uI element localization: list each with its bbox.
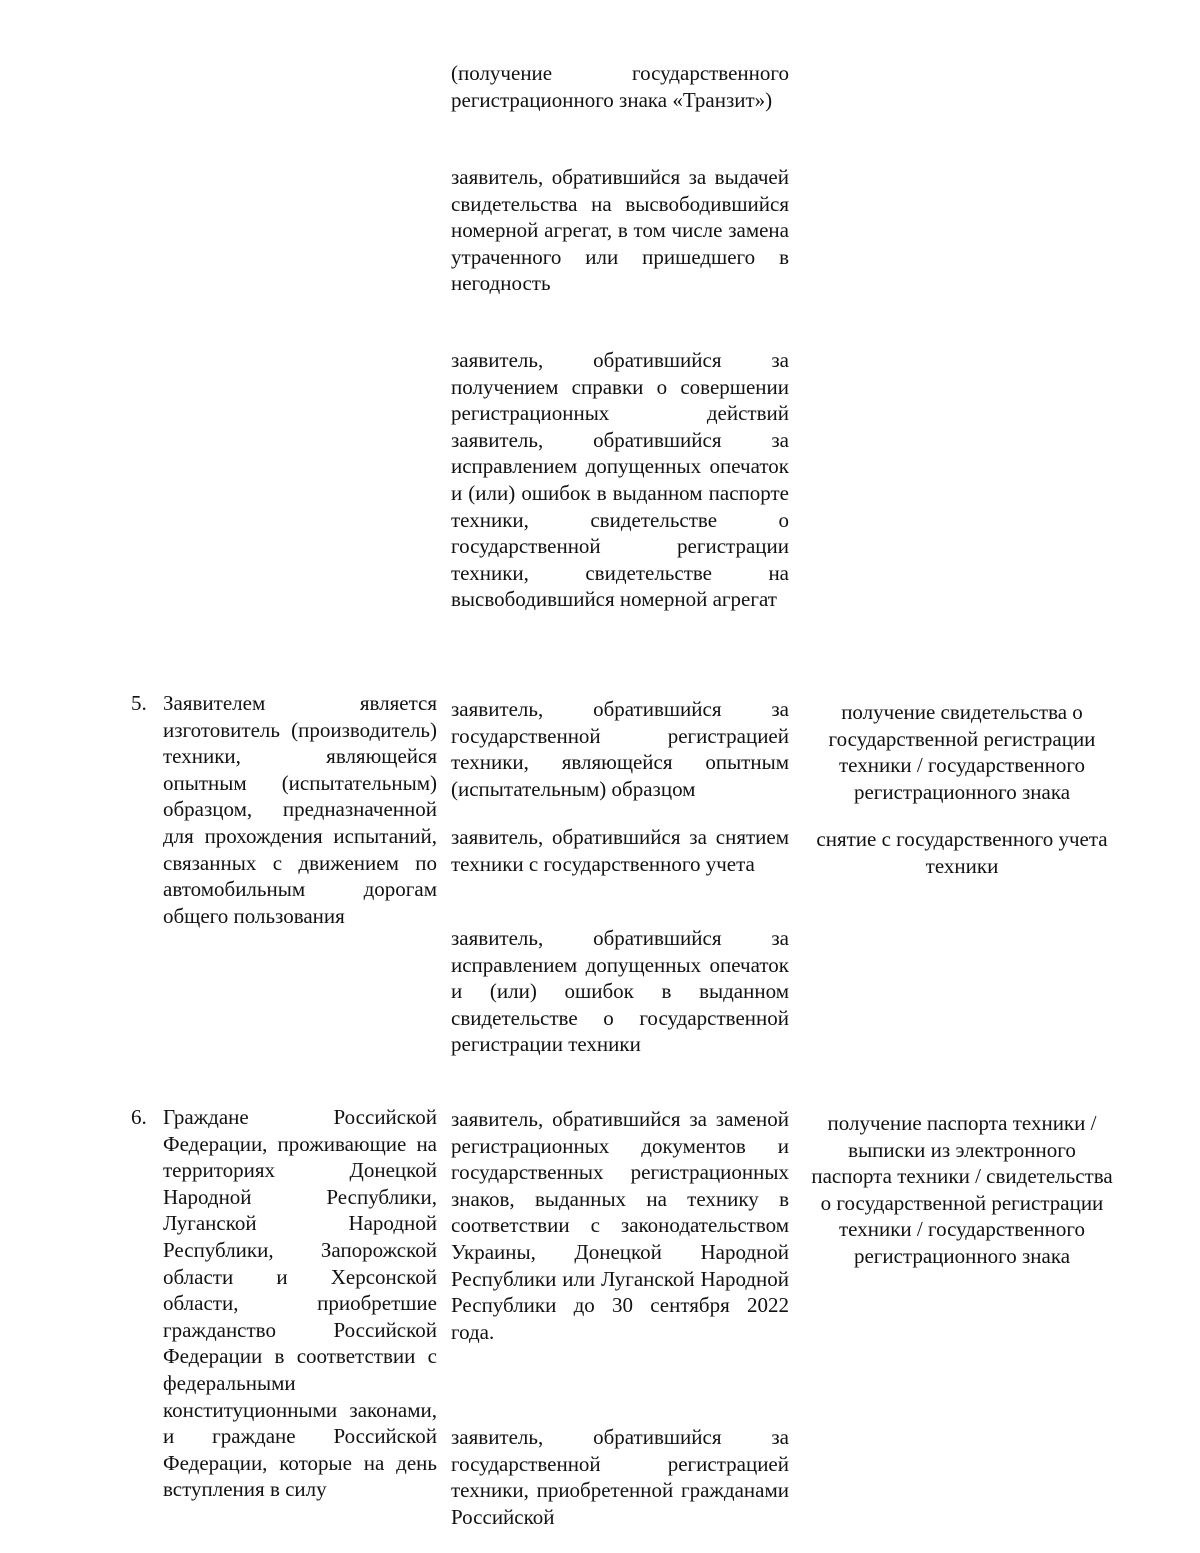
result-text: получение паспорта техники / выписки из электронного паспорта техники / свидетельства о государственной регистрации техники / государственного регистрационного знака	[811, 1111, 1113, 1268]
row-number: 5.	[131, 691, 147, 715]
case-text: заявитель, обратившийся за выдачей свидетельства на высвободившийся номерной агрегат, в том числе замена утраченного или пришедшего в негодность	[451, 165, 789, 296]
case-text: заявитель, обратившийся за государственной регистрацией техники, приобретенной гражданами Российской	[451, 1425, 789, 1529]
applicant-category: Заявителем является изготовитель (производитель) техники, являющейся опытным (испытательным) образцом, предназначенной для прохождения испытаний, связанных с движением по автомобильным дорогам общего пользования	[163, 691, 437, 928]
case-text: (получение государственного регистрационного знака «Транзит»)	[451, 61, 789, 112]
result-text: снятие с государственного учета техники	[816, 827, 1108, 878]
applicant-category: Граждане Российской Федерации, проживающие на территориях Донецкой Народной Республики, Луганской Народной Республики, Запорожской области и Херсонской области, приобретшие гражданство Российской Федерации в соответствии с федеральными конституционными законами, и граждане Российской Федерации, которые на день вступления в силу	[163, 1105, 437, 1502]
row-number: 6.	[131, 1105, 147, 1129]
case-text: заявитель, обратившийся за исправлением допущенных опечаток и (или) ошибок в выданном свидетельстве о государственной регистрации техники	[451, 926, 789, 1057]
case-text: заявитель, обратившийся за заменой регистрационных документов и государственных регистрационных знаков, выданных на технику в соответствии с законодательством Украины, Донецкой Народной Республики или Луганской Народной Республики до 30 сентября 2022 года.	[451, 1107, 789, 1344]
case-text: заявитель, обратившийся за государственной регистрацией техники, являющейся опытным (испытательным) образцом	[451, 697, 789, 801]
case-text: заявитель, обратившийся за снятием техники с государственного учета	[451, 825, 789, 876]
result-text: получение свидетельства о государственной регистрации техники / государственного регистрационного знака	[828, 700, 1096, 804]
case-text: заявитель, обратившийся за получением справки о совершении регистрационных действий заявитель, обратившийся за исправлением допущенных опечаток и (или) ошибок в выданном паспорте техники, свидетельстве о государственной регистрации техники, свидетельстве на высвободившийся номерной агрегат	[451, 348, 789, 612]
